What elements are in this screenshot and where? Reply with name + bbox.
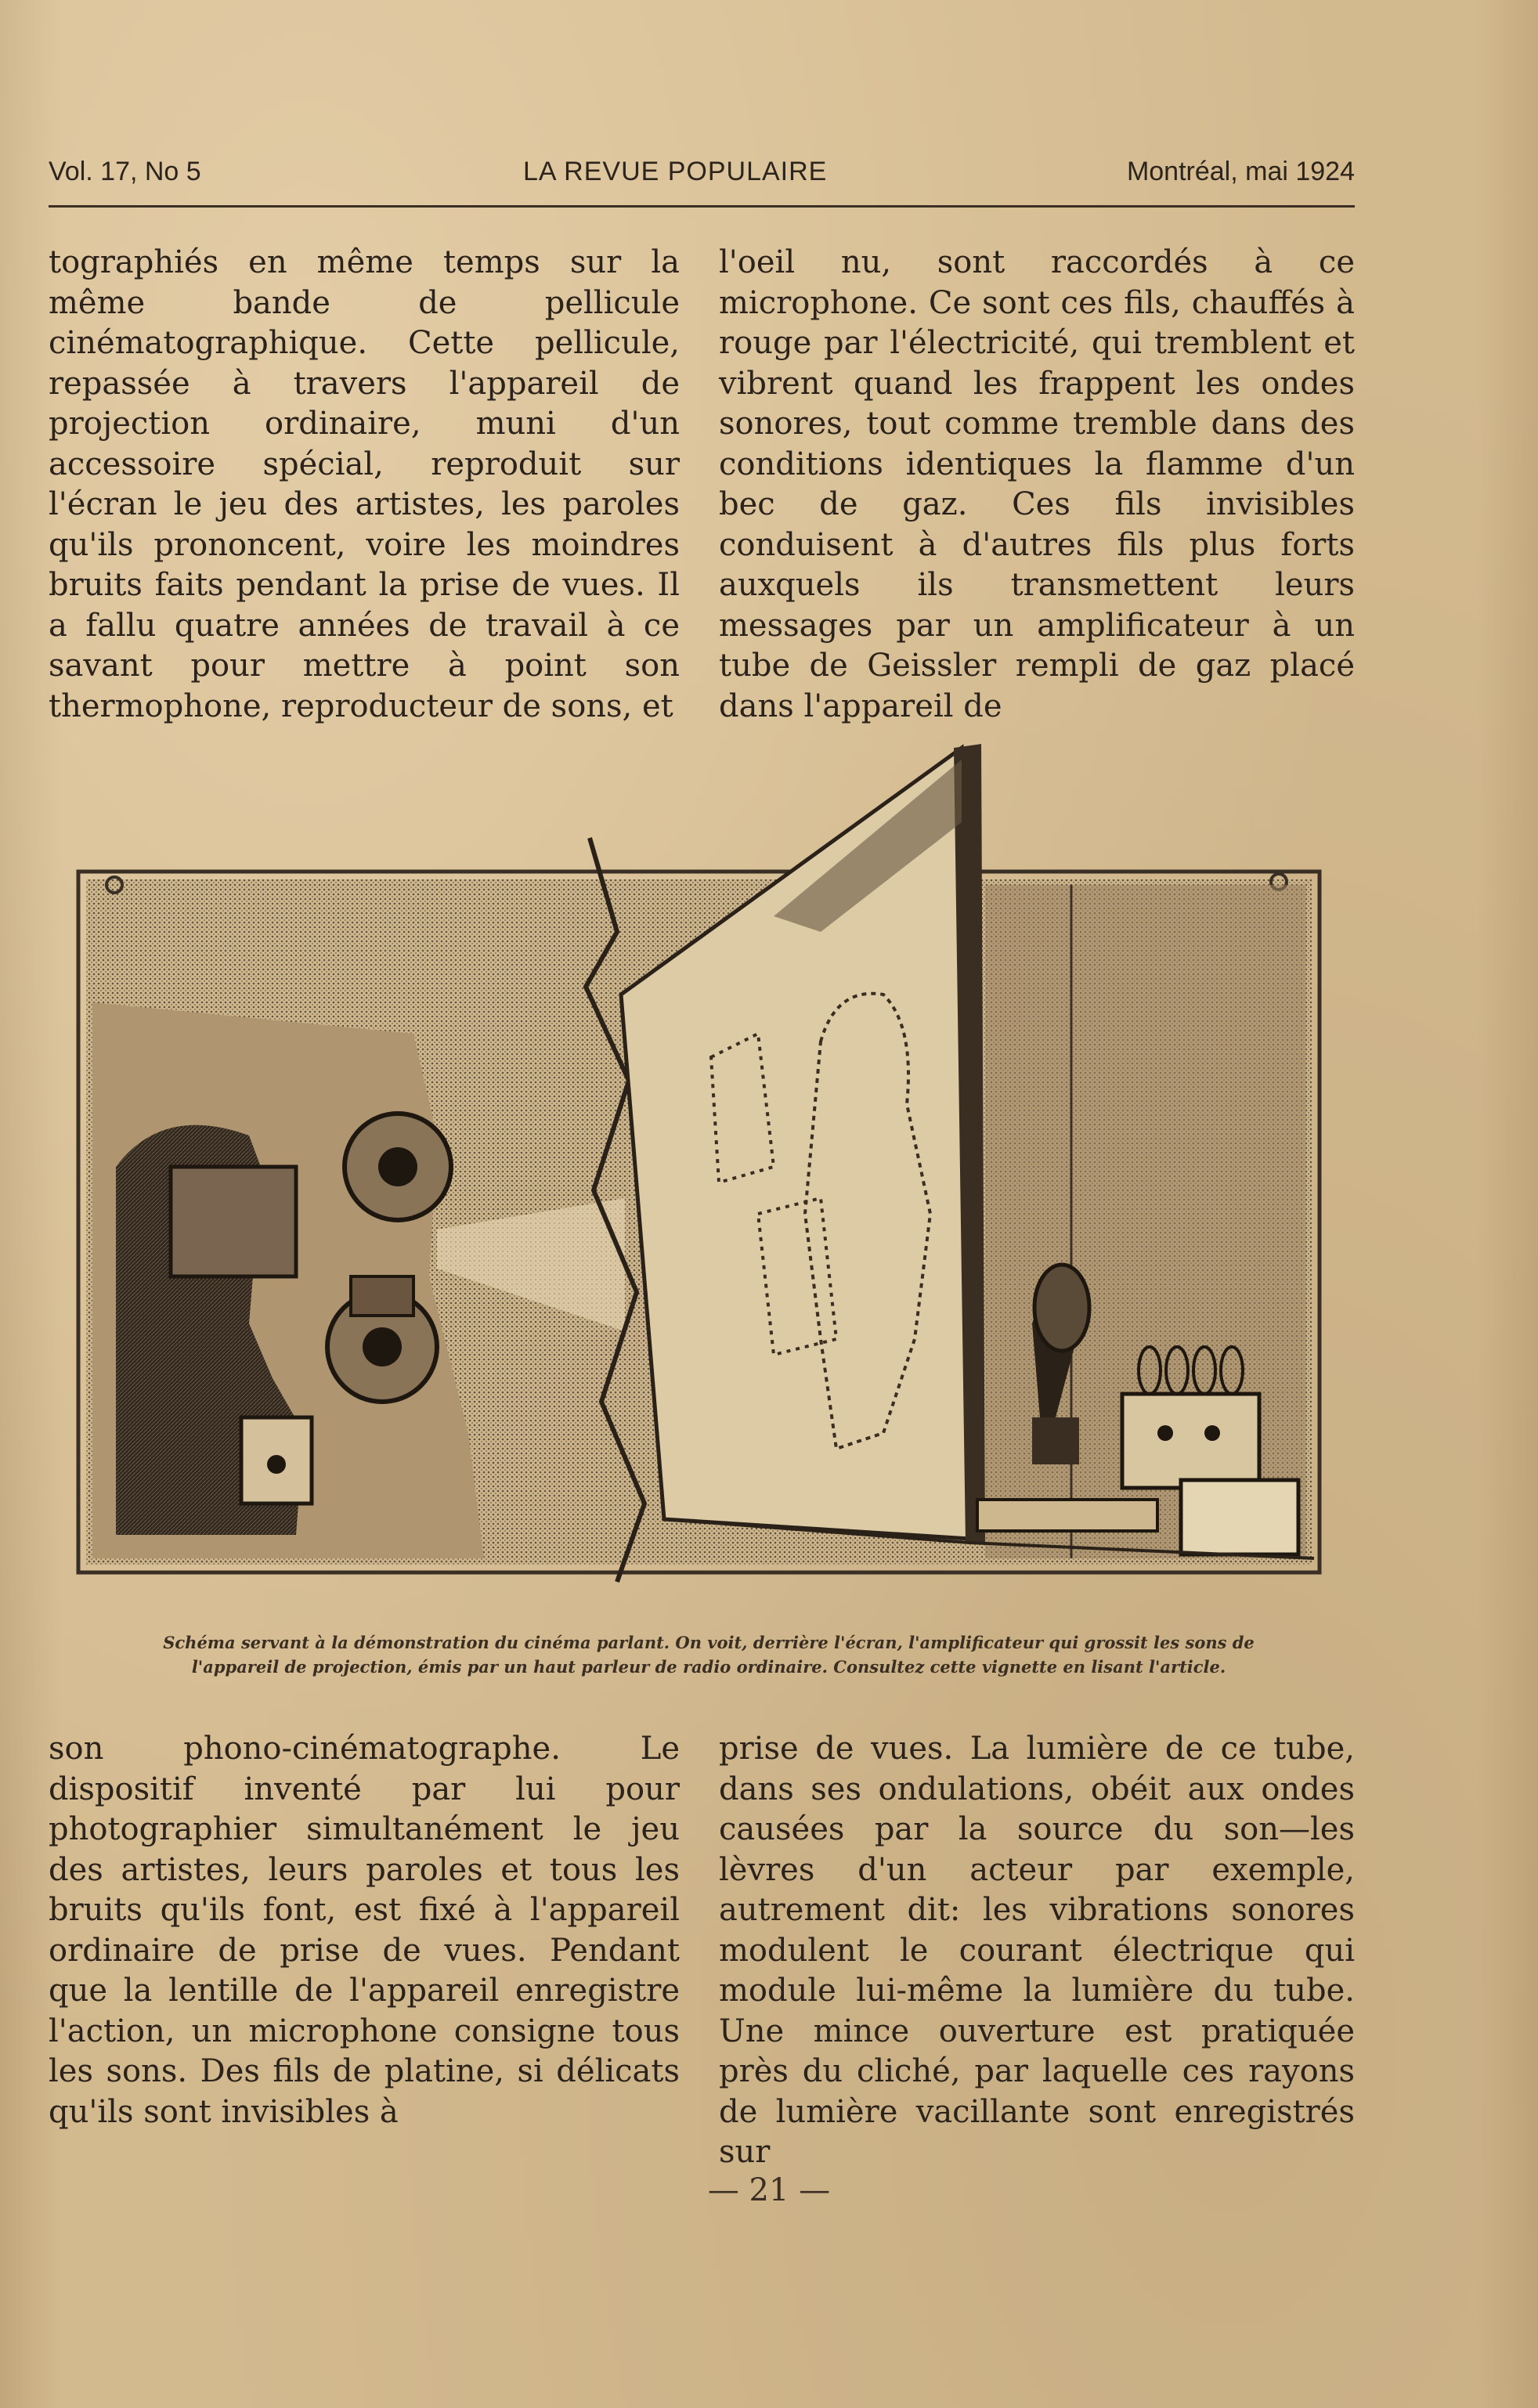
caption-line: l'appareil de projection, émis par un haut parleur de radio ordinaire. Consultez cette vignette en lisant l'article.: [191, 1657, 1226, 1677]
paragraph: son phono-cinématographe. Le dispositif inventé par lui pour photographier simultanément le jeu des artistes, leurs paroles et tous les bruits qu'ils font, est fixé à l'appareil ordinaire de prise de vues. Pendant que la lentille de l'appareil enregistre l'action, un microphone consigne tous les sons. Des fils de platine, si délicats qu'ils sont invisibles à: [49, 1731, 680, 2130]
paragraph: prise de vues. La lumière de ce tube, dans ses ondulations, obéit aux ondes causées par la source du son—les lèvres d'un acteur par exemple, autrement dit: les vibrations sonores modulent le courant électrique qui module lui-même la lumière du tube. Une mince ouverture est pratiquée près du cliché, par laquelle ces rayons de lumière vacillante sont enregistrés sur: [719, 1731, 1355, 2170]
magazine-title: LA REVUE POPULAIRE: [523, 157, 828, 186]
amplifier: [1122, 1394, 1259, 1488]
issue-date: Montréal, mai 1924: [1126, 157, 1355, 186]
volume-number: Vol. 17, No 5: [49, 157, 201, 186]
header-rule: [49, 205, 1355, 208]
figure-caption: [47, 1630, 1370, 1679]
illustration: [69, 728, 1322, 1598]
column-bottom-right: [719, 1729, 1355, 2173]
column-top-left: [49, 243, 680, 727]
caption-line: Schéma servant à la démonstration du cinéma parlant. On voit, derrière l'écran, l'amplificateur qui grossit les sons de: [163, 1633, 1255, 1652]
column-top-right: [719, 243, 1355, 727]
paragraph: tographiés en même temps sur la même bande de pellicule cinématographique. Cette pellicule, repassée à travers l'appareil de projection ordinaire, muni d'un accessoire spécial, reproduit sur l'écran le jeu des artistes, les paroles qu'ils prononcent, voire les moindres bruits faits pendant la prise de vues. Il a fallu quatre années de travail à ce savant pour mettre à point son thermophone, reproducteur de sons, et: [49, 244, 680, 724]
paragraph: l'oeil nu, sont raccordés à ce microphone. Ce sont ces fils, chauffés à rouge par l'électricité, qui tremblent et vibrent quand les frappent les ondes sonores, tout comme tremble dans des conditions identiques la flamme d'un bec de gaz. Ces fils invisibles conduisent à d'autres fils plus forts auxquels ils transmettent leurs messages par un amplificateur à un tube de Geissler rempli de gaz placé dans l'appareil de: [719, 244, 1355, 724]
screen: [621, 748, 969, 1539]
column-bottom-left: [49, 1729, 680, 2132]
page-header: [49, 157, 1355, 196]
page-number: — 21 —: [707, 2172, 831, 2208]
